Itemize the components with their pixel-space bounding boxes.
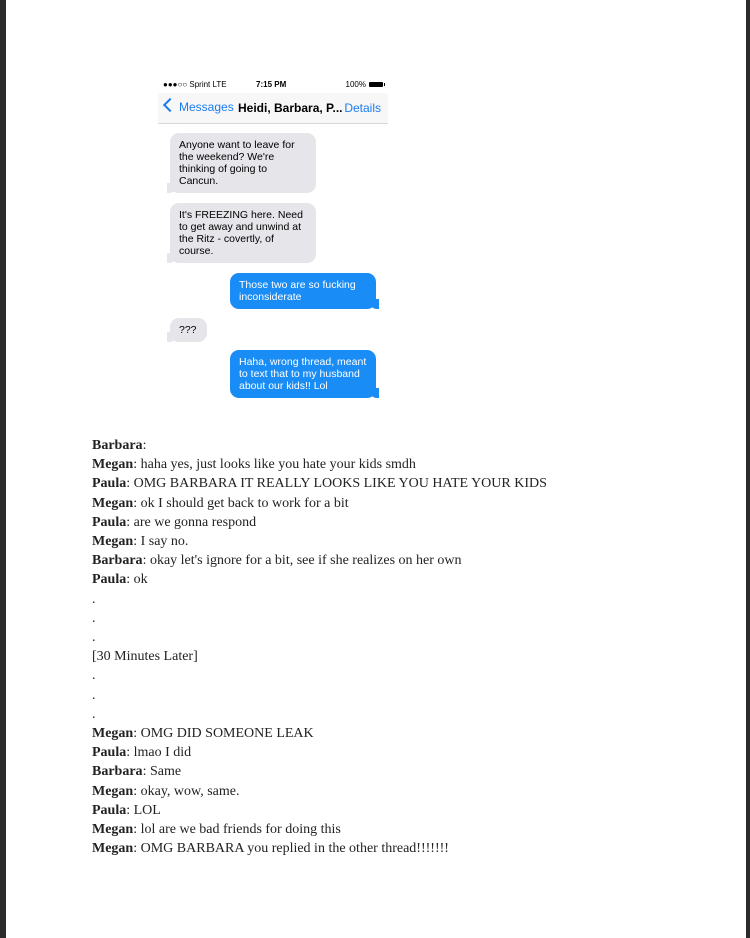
transcript-line: Barbara: Same	[92, 764, 182, 780]
message-bubble-outgoing: Those two are so fucking inconsiderate	[230, 273, 376, 309]
chevron-left-icon	[163, 98, 177, 112]
line-text: okay let's ignore for a bit, see if she realizes on her own	[149, 553, 462, 569]
message-bubble-outgoing: Haha, wrong thread, meant to text that to my husband about our kids!! Lol	[230, 350, 376, 398]
transcript-line: Paula: OMG BARBARA IT REALLY LOOKS LIKE YOU HATE YOUR KIDS	[92, 476, 547, 492]
line-text: OMG DID SOMEONE LEAK	[140, 726, 314, 742]
transcript-line: Barbara:	[92, 438, 147, 453]
transcript-line: Megan: okay, wow, same.	[92, 783, 240, 799]
line-text: I say no.	[140, 534, 189, 550]
battery-indicator	[346, 80, 383, 89]
message-bubble-incoming: It's FREEZING here. Need to get away and unwind at the Ritz - covertly, of course.	[170, 203, 316, 263]
speaker-name: Paula	[92, 745, 127, 761]
battery-percent: 100%	[345, 80, 366, 89]
line-text: okay, wow, same.	[140, 783, 240, 799]
speaker-name: Barbara	[92, 553, 143, 569]
line-text: LOL	[133, 802, 161, 818]
ellipsis-dot: .	[92, 668, 96, 684]
speaker-name: Megan	[92, 783, 134, 799]
speaker-name: Paula	[92, 476, 127, 492]
transcript-line: Megan: lol are we bad friends for doing this	[92, 822, 341, 838]
speaker-name: Paula	[92, 572, 127, 588]
speaker-name: Megan	[92, 726, 134, 742]
line-text: Same	[149, 764, 182, 780]
message-bubble-incoming: Anyone want to leave for the weekend? We're thinking of going to Cancun.	[170, 133, 316, 193]
conversation-title: Heidi, Barbara, P...	[238, 101, 343, 115]
transcript-line: Megan: OMG DID SOMEONE LEAK	[92, 726, 314, 742]
speaker-name: Megan	[92, 534, 134, 550]
speaker-name: Megan	[92, 457, 134, 473]
line-text: haha yes, just looks like you hate your kids smdh	[140, 457, 416, 473]
transcript-line: Paula: lmao I did	[92, 745, 192, 761]
line-text: lmao I did	[133, 745, 192, 761]
chat-transcript	[92, 436, 712, 858]
carrier-signal: ●●●○○ Sprint LTE	[163, 80, 227, 89]
speaker-name: Megan	[92, 841, 134, 857]
details-button[interactable]: Details	[344, 101, 381, 115]
ellipsis-dot: .	[92, 610, 96, 626]
speaker-name: Barbara	[92, 764, 143, 780]
ellipsis-dot: .	[92, 687, 96, 703]
status-time: 7:15 PM	[256, 80, 287, 89]
conversation-header	[158, 93, 388, 124]
transcript-line: Paula: ok	[92, 572, 148, 588]
transcript-line: Paula: are we gonna respond	[92, 514, 257, 530]
ellipsis-dot: .	[92, 630, 96, 646]
line-text: ok	[133, 572, 148, 588]
speaker-name: Barbara	[92, 438, 143, 453]
transcript-line: Megan: haha yes, just looks like you hate your kids smdh	[92, 457, 416, 473]
line-text: OMG BARBARA you replied in the other thread!!!!!!!	[140, 841, 449, 857]
line-text: ok I should get back to work for a bit	[140, 495, 349, 511]
status-bar	[158, 77, 388, 93]
line-text: OMG BARBARA IT REALLY LOOKS LIKE YOU HATE YOUR KIDS	[133, 476, 547, 492]
speaker-name: Megan	[92, 822, 134, 838]
message-screenshot	[158, 77, 388, 417]
back-button[interactable]	[165, 100, 234, 114]
message-bubble-incoming: ???	[170, 318, 207, 342]
transcript-line: Paula: LOL	[92, 802, 161, 818]
ellipsis-dot: .	[92, 706, 96, 722]
speaker-name: Paula	[92, 514, 127, 530]
transcript-line: Megan: ok I should get back to work for a bit	[92, 495, 349, 511]
document-page	[6, 0, 746, 938]
ellipsis-dot: .	[92, 591, 96, 607]
transcript-line: Megan: I say no.	[92, 534, 189, 550]
battery-icon	[369, 82, 383, 87]
transcript-line: Barbara: okay let's ignore for a bit, see if she realizes on her own	[92, 553, 462, 569]
line-text: are we gonna respond	[133, 514, 257, 530]
back-label: Messages	[179, 100, 234, 114]
speaker-name: Paula	[92, 802, 127, 818]
transcript-line: Megan: OMG BARBARA you replied in the other thread!!!!!!!	[92, 841, 449, 857]
time-skip-note: [30 Minutes Later]	[92, 649, 198, 665]
line-text: lol are we bad friends for doing this	[140, 822, 341, 838]
speaker-name: Megan	[92, 495, 134, 511]
